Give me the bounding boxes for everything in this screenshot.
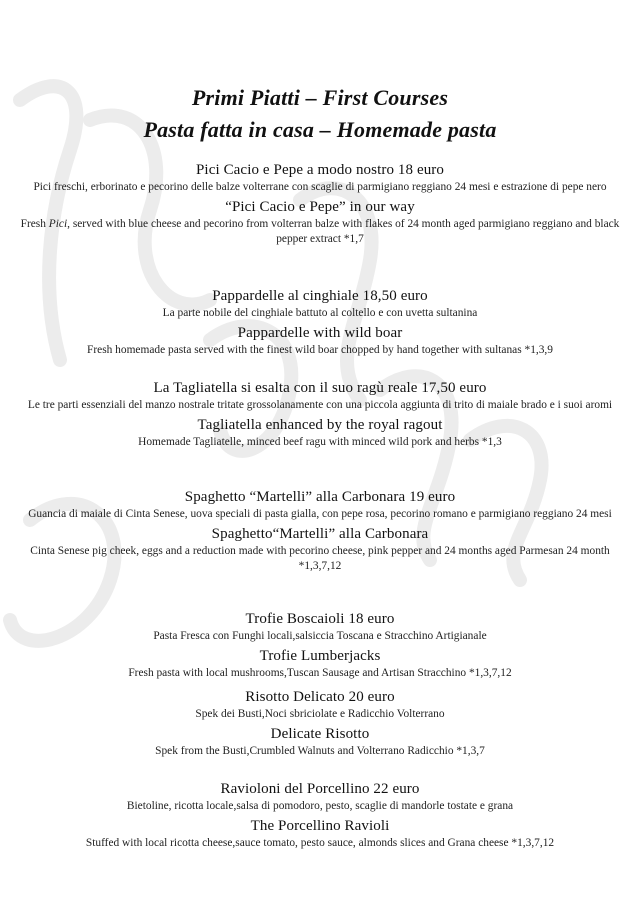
menu-item-carbonara	[0, 487, 640, 575]
dish-name-italian: Spaghetto “Martelli” alla Carbonara 19 euro	[184, 489, 456, 505]
dish-name-italian: Trofie Boscaioli 18 euro	[245, 611, 395, 627]
dish-name-english: Trofie Lumberjacks	[259, 647, 381, 664]
dish-name-english: “Pici Cacio e Pepe” in our way	[225, 198, 415, 215]
dish-description-italian: Guancia di maiale di Cinta Senese, uova speciali di pasta gialla, con pepe rosa, pecorino romano e parmigiano reggiano 24 mesi	[28, 508, 612, 520]
dish-name-italian: Pici Cacio e Pepe a modo nostro 18 euro	[195, 162, 445, 178]
dish-name-italian: Risotto Delicato 20 euro	[245, 689, 395, 705]
dish-description-italian: Bietoline, ricotta locale,salsa di pomodoro, pesto, scaglie di mandorle tostate e grana	[126, 800, 514, 812]
dish-description-english: Homemade Tagliatelle, minced beef ragu with minced wild pork and herbs *1,3	[138, 435, 502, 448]
desc-text: Fresh	[20, 217, 49, 230]
dish-description-italian: La parte nobile del cinghiale battuto al coltello e con uvetta sultanina	[162, 307, 478, 319]
menu-heading	[0, 82, 640, 146]
menu-item-pappardelle	[0, 286, 640, 358]
dish-name-english: Tagliatella enhanced by the royal ragout	[197, 416, 443, 433]
dish-name-italian: Ravioloni del Porcellino 22 euro	[220, 781, 420, 797]
dish-description-english: Fresh pasta with local mushrooms,Tuscan Sausage and Artisan Stracchino *1,3,7,12	[128, 666, 512, 679]
dish-description-english: Cinta Senese pig cheek, eggs and a reduction made with pecorino cheese, pink pepper and 24 months aged Parmesan 24 month *1,3,7,12	[30, 544, 610, 572]
dish-description-italian: Spek dei Busti,Noci sbriciolate e Radicchio Volterrano	[195, 708, 445, 720]
dish-name-english: Spaghetto“Martelli” alla Carbonara	[211, 525, 429, 542]
menu-item-risotto	[0, 687, 640, 759]
dish-name-italian: Pappardelle al cinghiale 18,50 euro	[212, 288, 428, 304]
dish-description-english: Fresh homemade pasta served with the finest wild boar chopped by hand together with sultanas *1,3,9	[87, 343, 553, 356]
menu-item-tagliatella	[0, 378, 640, 450]
dish-name-english: Delicate Risotto	[270, 725, 370, 742]
section-title: Primi Piatti – First Courses	[191, 85, 449, 110]
dish-description-italian: Pici freschi, erborinato e pecorino delle balze volterrane con scaglie di parmigiano reggiano 24 mesi e estrazione di pepe nero	[33, 181, 607, 193]
menu-item-ravioloni	[0, 779, 640, 851]
section-subtitle: Pasta fatta in casa – Homemade pasta	[143, 117, 497, 142]
dish-description-english: Spek from the Busti,Crumbled Walnuts and Volterrano Radicchio *1,3,7	[155, 744, 485, 757]
dish-name-english: Pappardelle with wild boar	[237, 324, 403, 341]
dish-description-english	[0, 217, 640, 248]
dish-description-italian: Pasta Fresca con Funghi locali,salsiccia Toscana e Stracchino Artigianale	[153, 630, 487, 642]
dish-name-english: The Porcellino Ravioli	[250, 817, 390, 834]
dish-description-italian: Le tre parti essenziali del manzo nostrale tritate grossolanamente con una piccola aggiunta di trito di maiale brado e i suoi aromi	[27, 399, 613, 411]
menu-item-trofie	[0, 609, 640, 681]
menu-item-pici	[0, 160, 640, 248]
desc-emphasis: Pici	[48, 217, 68, 230]
desc-text: , served with blue cheese and pecorino from volterran balze with flakes of 24 month aged parmigiano reggiano and black pepper extract *1,7	[67, 217, 620, 245]
dish-description-english: Stuffed with local ricotta cheese,sauce tomato, pesto sauce, almonds slices and Grana cheese *1,3,7,12	[85, 836, 555, 849]
dish-name-italian: La Tagliatella si esalta con il suo ragù reale 17,50 euro	[153, 380, 487, 396]
